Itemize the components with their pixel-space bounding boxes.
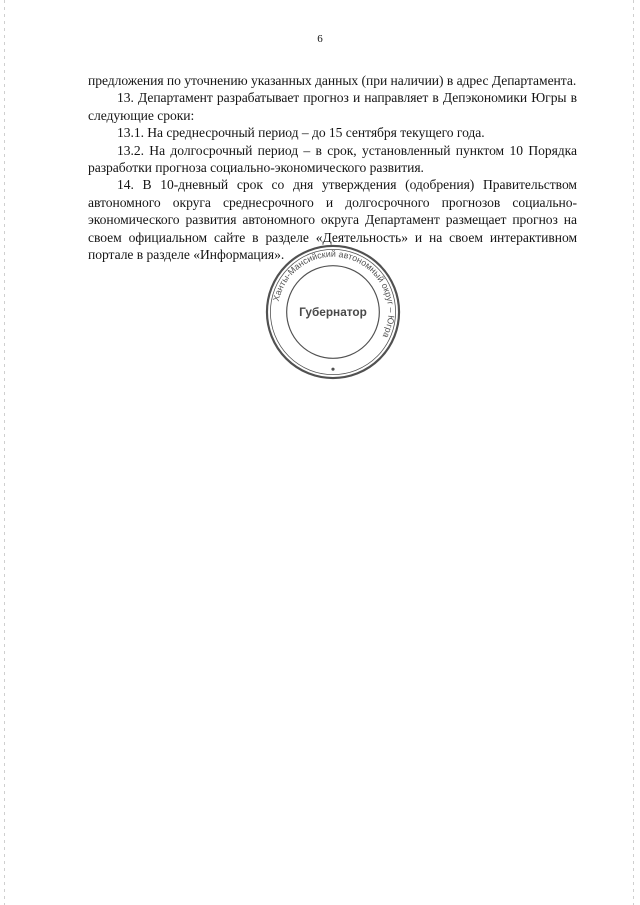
seal-center-text: Губернатор xyxy=(299,304,367,319)
paragraph-continuation: предложения по уточнению указанных данных (при наличии) в адрес Департамента. xyxy=(88,73,577,88)
seal-ring-text: Ханты-Мансийский автономный округ – Югра xyxy=(270,248,397,340)
scan-edge-right xyxy=(633,0,634,905)
seal-graphic xyxy=(264,243,402,381)
seal-star-dot xyxy=(331,368,334,371)
paragraph-13: 13. Департамент разрабатывает прогноз и направляет в Депэкономики Югры в следующие сроки: xyxy=(88,90,577,123)
paragraph-13-1: 13.1. На среднесрочный период – до 15 сентября текущего года. xyxy=(117,125,485,141)
paragraph-14: 14. В 10-дневный срок со дня утверждения (одобрения) Правительством автономного округа среднесрочного и долгосрочного прогнозов социально-экономического развития автономного округа Департамент размещает прогноз на своем официальном сайте в разделе «Деятельность» и на своем интерактивном портале в разделе «Информация». xyxy=(88,177,577,263)
governor-seal xyxy=(264,243,402,381)
document-body xyxy=(88,72,577,263)
paragraph-13-2: 13.2. На долгосрочный период – в срок, установленный пунктом 10 Порядка разработки прогноза социально-экономического развития. xyxy=(88,142,577,176)
page-number: 6 xyxy=(317,33,323,45)
scan-edge-left xyxy=(4,0,5,905)
